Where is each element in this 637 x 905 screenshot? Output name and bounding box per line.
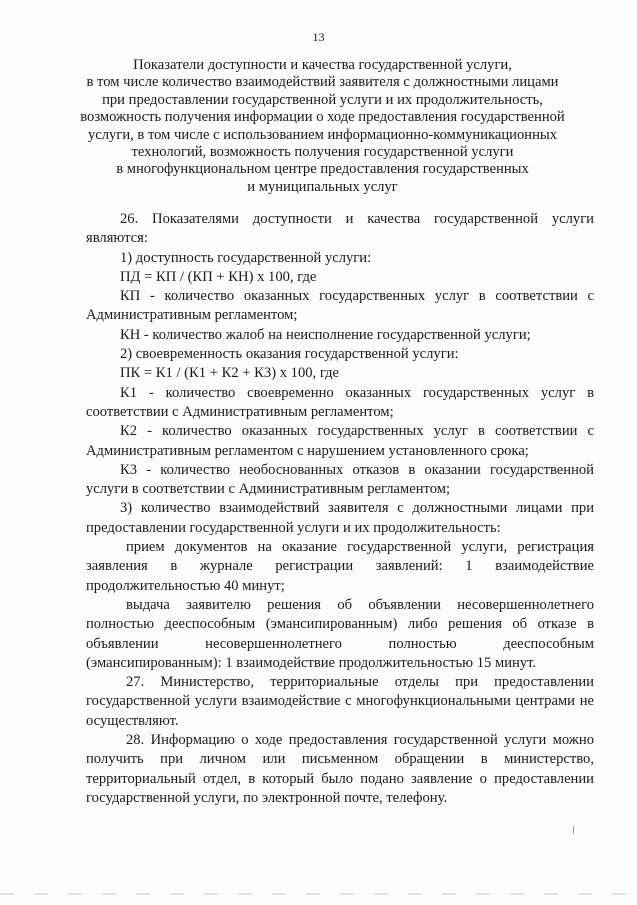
heading-line: в многофункциональном центре предоставления государственных (116, 161, 529, 178)
definition-kn: КН - количество жалоб на неисполнение государственной услуги; (120, 326, 531, 343)
definition-k2: К2 - количество оказанных государственных услуг в соответствии с Административным регламентом с нарушением установленного срока; (86, 423, 594, 459)
heading-line: и муниципальных услуг (247, 178, 398, 195)
formula-pk: ПК = К1 / (К1 + К2 + К3) х 100, где (120, 365, 339, 382)
scan-edge-artifact (0, 893, 637, 895)
paragraph-timeliness: 2) своевременность оказания государственной услуги: (120, 346, 459, 363)
heading-line: Показатели доступности и качества государственной услуги, (133, 57, 512, 73)
paragraph-decision-issue: выдача заявителю решения об объявлении несовершеннолетнего полностью дееспособным (эмансипированным) либо решения об отказе в объявлении несовершеннолетнего полностью дееспособным (эмансипированным): 1 взаимодействие продолжительностью 15 минут. (86, 596, 594, 671)
formula-pd: ПД = КП / (КП + КН) х 100, где (120, 268, 317, 285)
scan-mark (573, 826, 574, 834)
heading-line: в том числе количество взаимодействий заявителя с должностными лицами (86, 74, 559, 91)
paragraph-interactions: 3) количество взаимодействий заявителя с должностными лицами при предоставлении государственной услуги и их продолжительность: (86, 500, 594, 536)
heading-line: при предоставлении государственной услуги и их продолжительность, (102, 91, 543, 108)
heading-line: возможность получения информации о ходе предоставления государственной (80, 109, 565, 126)
heading-line: услуги, в том числе с использованием информационно-коммуникационных (87, 126, 557, 143)
heading-line: технологий, возможность получения государственной услуги (131, 144, 514, 161)
paragraph-indicators-intro: 26. Показателями доступности и качества государственной услуги являются: (86, 211, 594, 247)
paragraph-availability: 1) доступность государственной услуги: (120, 249, 372, 266)
definition-kp: КП - количество оказанных государственных услуг в соответствии с Административным регламентом; (86, 288, 594, 324)
section-heading (60, 57, 585, 196)
definition-k3: К3 - количество необоснованных отказов в оказании государственной услуги в соответствии с Административным регламентом; (86, 461, 594, 498)
paragraph-27: 27. Министерство, территориальные отделы при предоставлении государственной услуги взаимодействие с многофункциональными центрами не осуществляют. (86, 674, 594, 729)
paragraph-28: 28. Информацию о ходе предоставления государственной услуги можно получить при личном или письменном обращении в министерство, территориальный отдел, в который было подано заявление о предоставлении государственной услуги, по электронной почте, телефону. (86, 732, 594, 806)
definition-k1: К1 - количество своевременно оказанных государственных услуг в соответствии с Административным регламентом; (86, 384, 594, 420)
paragraph-document-intake: прием документов на оказание государственной услуги, регистрация заявления в журнале регистрации заявлений: 1 взаимодействие продолжительностью 40 минут; (86, 539, 594, 594)
page-number: 13 (312, 30, 325, 44)
document-body (86, 210, 594, 808)
